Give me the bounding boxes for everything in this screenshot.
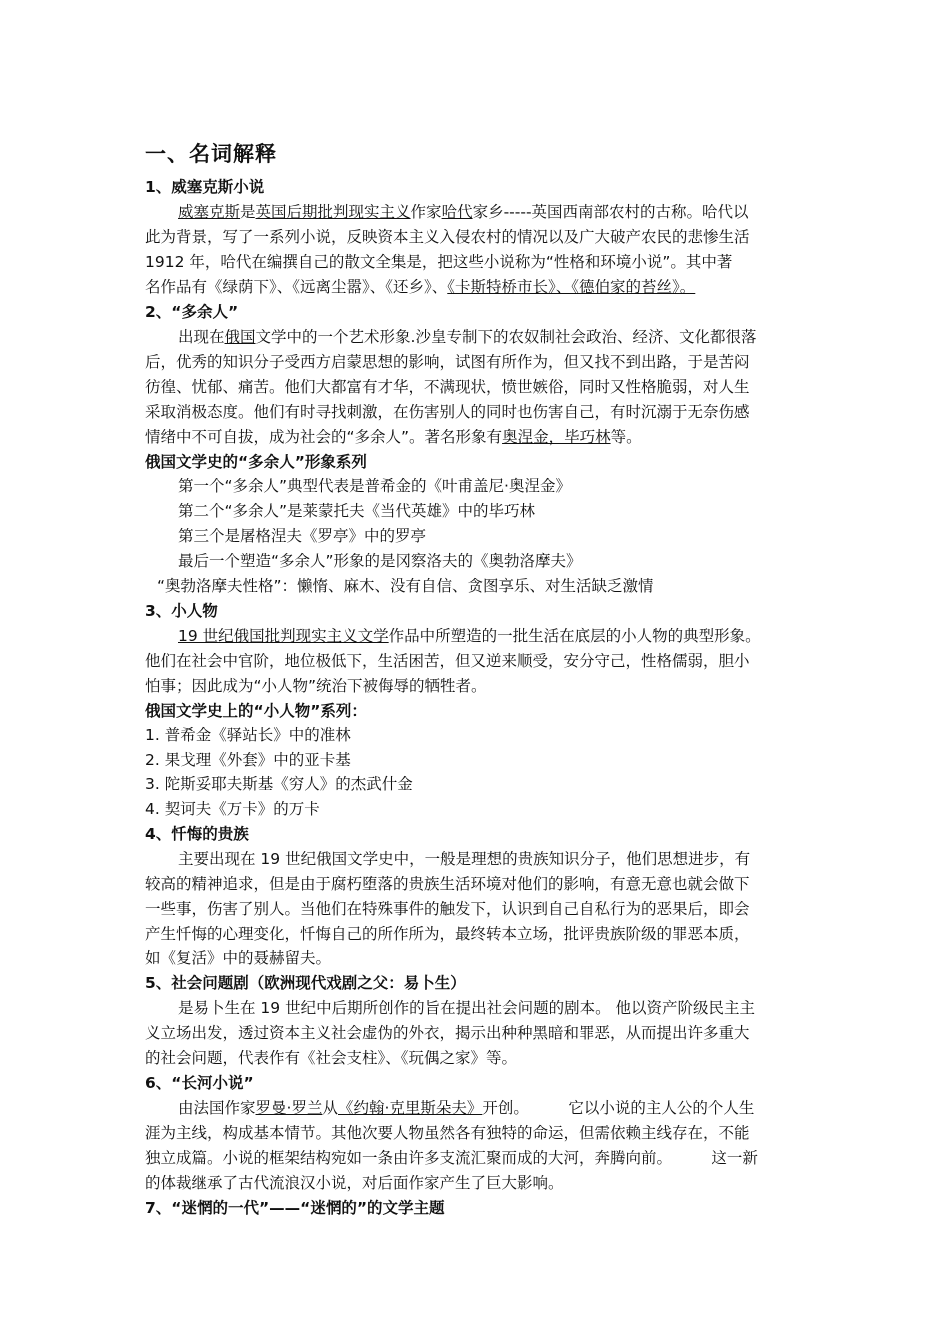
section-6-line-2: 涯为主线，构成基本情节。其他次要人物虽然各有独特的命运，但需依赖主线存在，不能 [145,1124,750,1142]
section-7-title: 7、“迷惘的一代”——“迷惘的”的文学主题 [145,1199,445,1217]
section-5-line-1: 是易卜生在 19 世纪中后期所创作的旨在提出社会问题的剧本。 他以资产阶级民主主 [178,999,756,1017]
section-4-line-3: 一些事，伤害了别人。当他们在特殊事件的触发下，认识到自己自私行为的恶果后，即会 [145,900,750,918]
text-span: 情绪中不可自拔，成为社会的“多余人”。著名形象有 [145,428,503,446]
text-span: 出现在 [178,328,225,346]
text-span: 名作品有《绿荫下》、《远离尘嚣》、《还乡》、 [145,278,448,296]
list-item: 4. 契诃夫《万卡》的万卡 [145,800,320,818]
section-2-item-3: 第三个是屠格涅夫《罗亭》中的罗亭 [178,527,427,545]
section-6-title: 6、“长河小说” [145,1074,254,1092]
section-3-line-3: 怕事；因此成为“小人物”统治下被侮辱的牺牲者。 [145,677,487,695]
section-2-subtitle: 俄国文学史的“多余人”形象系列 [145,453,367,471]
text-span: 从 [322,1099,338,1117]
section-3-line-1 [145,624,846,648]
hardy-link: 哈代 [441,203,473,221]
section-2-line-4: 采取消极态度。他们有时寻找刺激，在伤害别人的同时也伤害自己，有时沉溺于无奈伤感 [145,403,750,421]
rolland-link: 罗曼·罗兰 [255,1099,323,1117]
list-item: 1. 普希金《驿站长》中的准林 [145,726,351,744]
text-span: 由法国作家 [178,1099,256,1117]
russia-link: 俄国 [224,328,256,346]
section-2-line-5 [145,425,813,449]
list-item: 2. 果戈理《外套》中的亚卡基 [145,751,351,769]
works-underlined: 《卡斯特桥市长》、《德伯家的苔丝》。 [447,278,696,296]
section-6-line-4: 的体裁继承了古代流浪汉小说，对后面作家产生了巨大影响。 [145,1174,564,1192]
text-span: 家乡-----英国西南部农村的古称。哈代以 [472,203,749,221]
section-5-line-2: 义立场出发，透过资本主义社会虚伪的外衣，揭示出种种黑暗和罪恶，从而提出许多重大 [145,1024,750,1042]
section-2-item-1: 第一个“多余人”典型代表是普希金的《叶甫盖尼·奥涅金》 [178,477,571,495]
section-3-title: 3、小人物 [145,602,218,620]
section-5-line-3: 的社会问题，代表作有《社会支柱》、《玩偶之家》等。 [145,1049,518,1067]
section-6-line-1 [145,1096,846,1120]
russian-critical-realism-link: 19 世纪俄国批判现实主义文学 [178,627,389,645]
text-span: 作品中所塑造的一批生活在底层的小人物的典型形象。 [388,627,761,645]
section-4-line-2: 较高的精神追求，但是由于腐朽堕落的贵族生活环境对他们的影响，有意无意也就会做下 [145,875,750,893]
section-4-title: 4、忏悔的贵族 [145,825,249,843]
text-span: 文学中的一个艺术形象.沙皇专制下的农奴制社会政治、经济、文化都很落 [255,328,757,346]
text-span: 作家 [410,203,442,221]
section-1-line-4 [145,275,813,299]
section-2-line-3: 彷徨、忧郁、痛苦。他们大都富有才华，不满现状，愤世嫉俗，同时又性格脆弱，对人生 [145,378,750,396]
section-1-line-2: 此为背景，写了一系列小说，反映资本主义入侵农村的情况以及广大破产农民的悲惨生活 [145,228,750,246]
critical-realism-link: 英国后期批判现实主义 [255,203,411,221]
section-2-line-1 [145,325,846,349]
section-5-title: 5、社会问题剧（欧洲现代戏剧之父：易卜生） [145,974,466,992]
page-title: 一、名词解释 [145,142,277,166]
section-4-line-1: 主要出现在 19 世纪俄国文学史中，一般是理想的贵族知识分子，他们思想进步，有 [178,850,751,868]
section-2-title: 2、“多余人” [145,303,239,321]
section-2-line-2: 后，优秀的知识分子受西方启蒙思想的影响，试图有所作为，但又找不到出路，于是苦闷 [145,353,750,371]
section-1-line-1 [145,200,846,224]
wessex-link: 威塞克斯 [178,203,241,221]
section-2-item-2: 第二个“多余人”是莱蒙托夫《当代英雄》中的毕巧林 [178,502,536,520]
section-4-line-5: 如《复活》中的聂赫留夫。 [145,949,332,967]
figures-underlined: 奥涅金，毕巧林 [502,428,611,446]
section-4-line-4: 产生忏悔的心理变化，忏悔自己的所作所为，最终转本立场，批评贵族阶级的罪恶本质， [145,925,750,943]
text-span: 开创。 它以小说的主人公的个人生 [482,1099,755,1117]
section-2-item-5: “奥勃洛摩夫性格”：懒惰、麻木、没有自信、贪图享乐、对生活缺乏激情 [157,577,654,595]
list-item: 3. 陀斯妥耶夫斯基《穷人》的杰武什金 [145,775,413,793]
section-3-subtitle: 俄国文学史上的“小人物”系列： [145,702,367,720]
section-3-line-2: 他们在社会中官阶，地位极低下，生活困苦，但又逆来顺受，安分守己，性格儒弱，胆小 [145,652,750,670]
text-span: 等。 [610,428,642,446]
section-1-line-3: 1912 年，哈代在编撰自己的散文全集是，把这些小说称为“性格和环境小说”。其中著 [145,253,733,271]
section-6-line-3: 独立成篇。小说的框架结构宛如一条由许多支流汇聚而成的大河，奔腾向前。 这一新 [145,1149,758,1167]
section-2-item-4: 最后一个塑造“多余人”形象的是冈察洛夫的《奥勃洛摩夫》 [178,552,582,570]
section-1-title: 1、威塞克斯小说 [145,178,265,196]
text-span: 是 [240,203,256,221]
jean-christophe-link: 《约翰·克里斯朵夫》 [337,1099,483,1117]
